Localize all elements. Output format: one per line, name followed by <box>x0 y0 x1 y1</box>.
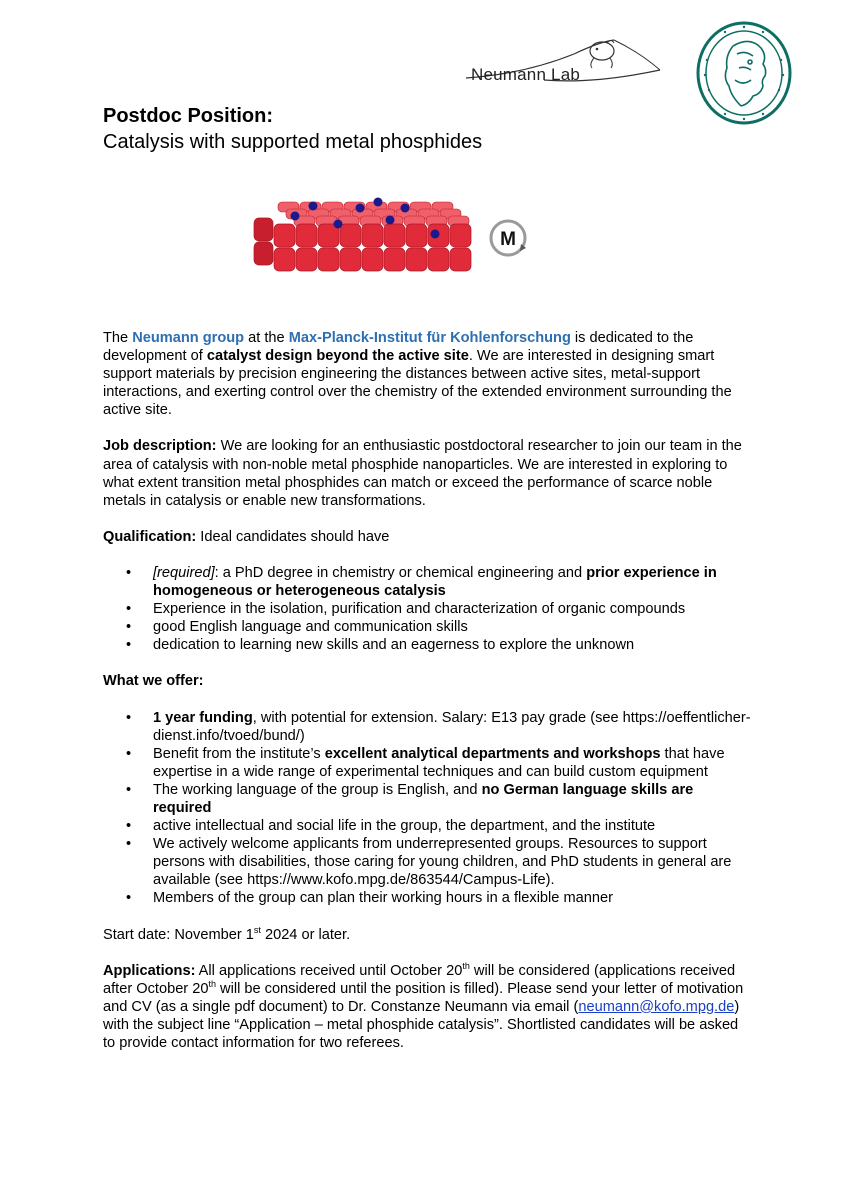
intro-text-4: . We are interested in designing smart support materials by precision engineering the distances between active sites, metal-support interactions, and exerting control over the chemistry of the extended environment surrounding the active site. <box>103 348 732 419</box>
metal-atom <box>401 204 410 213</box>
start-date-text: Start date: November 1 <box>103 926 254 943</box>
qualification-heading <box>103 528 751 546</box>
list-item <box>153 781 751 817</box>
metal-atom <box>431 230 440 239</box>
list-item-text: dedication to learning new skills and an eagerness to explore the unknown <box>153 637 635 654</box>
cube-side <box>254 242 273 265</box>
list-item <box>153 600 751 618</box>
list-item-bold: 1 year funding <box>153 709 253 726</box>
list-item <box>153 835 751 889</box>
metal-atom <box>374 198 383 207</box>
cube-face <box>340 248 361 271</box>
metal-atom <box>291 212 300 221</box>
job-description-label: Job description: <box>103 438 217 455</box>
list-item <box>153 636 751 654</box>
institute-name: Max-Planck-Institut für Kohlenforschung <box>288 330 571 346</box>
list-item-bold: excellent analytical departments and workshops <box>324 745 661 762</box>
list-item <box>153 745 751 781</box>
applications-label: Applications: <box>103 962 196 979</box>
list-item <box>153 709 751 745</box>
start-date <box>103 926 751 944</box>
document-body <box>103 329 751 1070</box>
title-line-2: Catalysis with supported metal phosphides <box>103 131 483 153</box>
list-item-text: active intellectual and social life in the group, the department, and the institute <box>153 818 656 835</box>
applications-paragraph <box>103 962 751 1052</box>
cube-face <box>450 224 471 247</box>
start-date-text-2: 2024 or later. <box>260 926 351 943</box>
intro-text-2: at the <box>244 330 289 346</box>
lab-name: Neumann Lab <box>471 65 580 84</box>
list-item-bold: prior experience in homogeneous or heterogeneous catalysis <box>153 564 717 600</box>
neumann-group-link: Neumann group <box>132 330 245 346</box>
qualification-label: Qualification: <box>103 528 197 545</box>
title-line-1: Postdoc Position: <box>103 105 273 127</box>
applications-text-4: ) with the subject line “Application – metal phosphide catalysis”. Shortlisted candidates will be asked to provide contact information for two referees. <box>103 998 740 1051</box>
cube-face <box>362 224 383 247</box>
email-link[interactable]: neumann@kofo.mpg.de <box>578 998 735 1015</box>
intro-text-3: is dedicated to the development of <box>103 330 694 365</box>
job-description-paragraph <box>103 437 751 509</box>
list-item-text: good English language and communication skills <box>153 619 468 636</box>
max-planck-seal-logo <box>695 20 793 126</box>
applications-text-1: All applications received until October 20 <box>195 962 463 979</box>
metal-atom <box>386 216 395 225</box>
list-item-text: We actively welcome applicants from underrepresented groups. Resources to support persons with disabilities, those caring for young children, and PhD students in general are available (see https://www.kofo.mpg.de/863544/Campus-Life). <box>153 836 732 889</box>
cube-face <box>384 224 405 247</box>
page-title <box>103 103 482 155</box>
intro-text-1: The <box>103 330 133 346</box>
cube-face <box>318 248 339 271</box>
research-focus: catalyst design beyond the active site <box>206 348 469 365</box>
job-description-text: We are looking for an enthusiastic postdoctoral researcher to join our team in the area of catalysis with non-noble metal phosphide nanoparticles. We are interested in exploring to what extent transition metal phosphides can match or exceed the performance of scarce noble metals in catalysis or enable new transformations. <box>103 438 742 509</box>
start-date-suffix: st <box>253 924 261 935</box>
list-item-text: The working language of the group is English, and <box>153 781 482 798</box>
cube-face <box>428 248 449 271</box>
list-item-text: Experience in the isolation, purification and characterization of organic compounds <box>153 601 686 618</box>
cube-face <box>296 224 317 247</box>
catalyst-support-graphic <box>250 196 550 276</box>
cube-face <box>274 224 295 247</box>
list-item <box>153 889 751 907</box>
offer-label: What we offer: <box>103 673 204 690</box>
offer-list <box>103 709 751 908</box>
cube-side <box>254 218 273 241</box>
qualification-intro: Ideal candidates should have <box>196 528 390 545</box>
cube-face <box>296 248 317 271</box>
neumann-lab-logo <box>464 34 664 94</box>
list-item-text: that have expertise in a wide range of experimental techniques and can build custom equipment <box>153 745 725 780</box>
list-item <box>153 564 751 600</box>
list-item-bold: no German language skills are required <box>153 781 694 816</box>
list-item <box>153 817 751 835</box>
list-item-text: Benefit from the institute’s <box>153 745 325 762</box>
cube-face <box>384 248 405 271</box>
cube-face <box>362 248 383 271</box>
list-item-text: Members of the group can plan their working hours in a flexible manner <box>153 890 613 907</box>
hamster-icon <box>464 34 664 94</box>
catalyst-illustration <box>250 196 550 276</box>
list-item-text: : a PhD degree in chemistry or chemical engineering and <box>214 564 587 581</box>
metal-atom <box>309 202 318 211</box>
cube-face <box>340 224 361 247</box>
qualification-list <box>103 564 751 654</box>
offer-heading <box>103 672 751 690</box>
date-suffix: th <box>462 960 470 971</box>
cube-face <box>406 248 427 271</box>
cube-face <box>274 248 295 271</box>
metal-atom <box>356 204 365 213</box>
intro-paragraph <box>103 329 751 419</box>
applications-text-2: will be considered (applications received after October 20 <box>103 962 736 997</box>
list-item <box>153 618 751 636</box>
required-tag: [required] <box>153 564 215 581</box>
metal-badge-letter: M <box>500 229 516 250</box>
date-suffix: th <box>208 978 216 989</box>
cube-face <box>406 224 427 247</box>
metal-atom <box>334 220 343 229</box>
applications-text-3: will be considered until the position is filled). Please send your letter of motivation and CV (as a single pdf document) to Dr. Constanze Neumann via email ( <box>103 980 744 1015</box>
cube-face <box>450 248 471 271</box>
list-item-text: , with potential for extension. Salary: E13 pay grade (see https://oeffentlicher-dienst.info/tvoed/bund/) <box>153 709 751 744</box>
